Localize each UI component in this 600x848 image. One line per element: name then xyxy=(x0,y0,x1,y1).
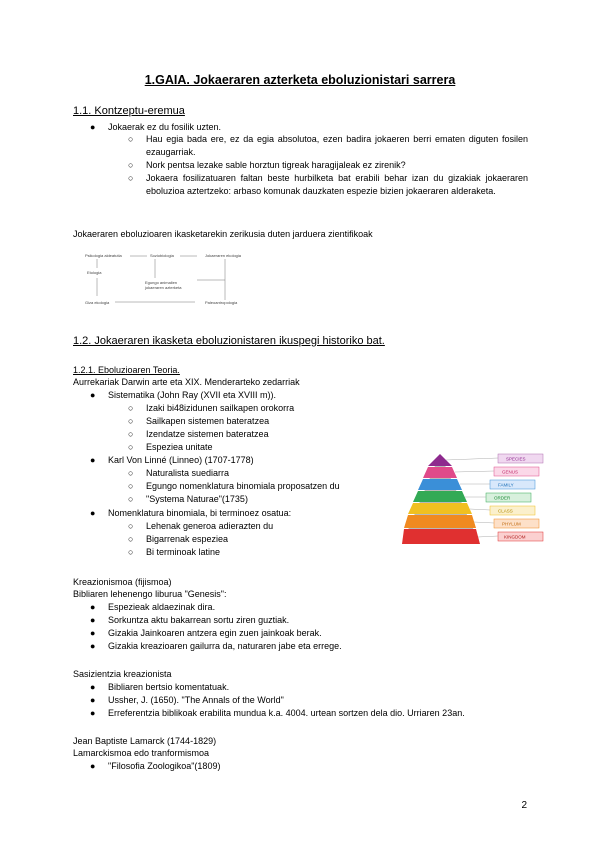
bullet-icon: ● xyxy=(90,628,96,638)
section-heading: Jean Baptiste Lamarck (1744-1829) xyxy=(73,736,217,746)
circle-bullet-icon: ○ xyxy=(128,481,134,491)
circle-bullet-icon: ○ xyxy=(128,547,134,557)
circle-bullet-icon: ○ xyxy=(128,416,134,426)
bullet-icon: ● xyxy=(90,641,96,651)
pyramid-label: ORDER xyxy=(494,495,511,501)
bullet-icon: ● xyxy=(90,761,96,771)
bullet-icon: ● xyxy=(90,708,96,718)
page-number: 2 xyxy=(521,800,527,811)
diagram-node: jokaeraren azterketa xyxy=(145,285,182,290)
circle-bullet-icon: ○ xyxy=(128,429,134,439)
diagram-node: Giza ekologia xyxy=(85,300,110,305)
bullet-icon: ● xyxy=(90,695,96,705)
circle-bullet-icon: ○ xyxy=(128,442,134,452)
page-title: 1.GAIA. Jokaeraren azterketa eboluzionistari sarrera xyxy=(144,73,456,87)
paragraph: Lamarckismoa edo tranformismoa xyxy=(73,748,210,758)
taxonomy-pyramid-image xyxy=(398,450,554,550)
circle-bullet-icon: ○ xyxy=(128,173,134,183)
diagram-node: Paleoantropologia xyxy=(205,300,238,305)
circle-bullet-icon: ○ xyxy=(128,403,134,413)
section-heading: Sasizientzia kreazionista xyxy=(73,669,172,679)
pyramid-label: GENUS xyxy=(502,469,519,475)
diagram-node: Egungo animalien xyxy=(145,280,178,285)
pyramid-graphic xyxy=(398,450,554,550)
circle-bullet-icon: ○ xyxy=(128,134,134,144)
bullet-icon: ● xyxy=(90,508,96,518)
diagram-connectors xyxy=(85,250,280,310)
section-heading-1-1: 1.1. Kontzeptu-eremua xyxy=(73,105,185,117)
pyramid-label: FAMILY xyxy=(498,482,514,488)
diagram-node: Jokaeraren ekologia xyxy=(205,253,242,258)
pyramid-label: PHYLUM xyxy=(502,521,521,527)
bullet-icon: ● xyxy=(90,615,96,625)
disciplines-diagram xyxy=(85,250,280,310)
section-heading-1-2: 1.2. Jokaeraren ikasketa eboluzionistaren ikuspegi historiko bat. xyxy=(73,335,385,347)
circle-bullet-icon: ○ xyxy=(128,468,134,478)
subsection-heading: 1.2.1. Eboluzioaren Teoria. xyxy=(73,365,180,375)
paragraph: Bibliaren lehenengo liburua "Genesis": xyxy=(73,589,227,599)
pyramid-label: CLASS xyxy=(498,508,513,514)
section-heading: Kreazionismoa (fijismoa) xyxy=(73,577,172,587)
diagram-node: Etologia xyxy=(87,270,102,275)
diagram-node: Soziobiologia xyxy=(150,253,174,258)
bullet-icon: ● xyxy=(90,602,96,612)
diagram-node: Psikologia aldeatutia xyxy=(85,253,122,258)
paragraph: Jokaeraren eboluzioaren ikasketarekin zerikusia duten jarduera zientifikoak xyxy=(73,229,373,239)
paragraph: Aurrekariak Darwin arte eta XIX. Menderarteko zedarriak xyxy=(73,377,300,387)
circle-bullet-icon: ○ xyxy=(128,534,134,544)
circle-bullet-icon: ○ xyxy=(128,160,134,170)
bullet-icon: ● xyxy=(90,455,96,465)
pyramid-label: KINGDOM xyxy=(504,534,526,540)
pyramid-label: SPECIES xyxy=(506,456,526,462)
bullet-icon: ● xyxy=(90,682,96,692)
bullet-icon: ● xyxy=(90,390,96,400)
bullet-icon: ● xyxy=(90,122,96,132)
circle-bullet-icon: ○ xyxy=(128,494,134,504)
circle-bullet-icon: ○ xyxy=(128,521,134,531)
